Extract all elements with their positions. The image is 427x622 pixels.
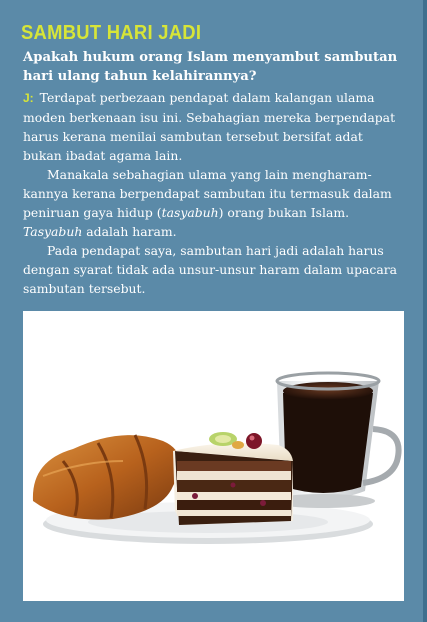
answer-label: J: (23, 91, 34, 105)
answer-paragraph-2-part-3: adalah haram. (82, 224, 177, 239)
answer-paragraph-2-part-2: ) orang bukan Islam. (218, 205, 350, 220)
answer-block (23, 88, 405, 298)
question-text: Apakah hukum orang Islam menyambut sambutan hari ulang tahun kelahirannya? (23, 50, 398, 84)
food-photo (23, 311, 404, 601)
answer-paragraph-1-text: Terdapat perbezaan pendapat dalam kalangan ulama moden berkenaan isu ini. Sebahagian mereka berpendapat harus kerana menilai sambutan tersebut bersifat adat bukan ibadat agama lain. (23, 90, 396, 163)
page-edge (423, 0, 427, 622)
cake-slice (173, 432, 293, 525)
food-illustration (23, 311, 404, 601)
answer-paragraph-2 (23, 165, 405, 241)
answer-paragraph-1 (23, 88, 405, 165)
answer-paragraph-3: Pada pendapat saya, sambutan hari jadi adalah harus dengan syarat tidak ada unsur-unsur haram dalam upacara sambutan tersebut. (23, 243, 398, 296)
answer-term-tasyabuh: tasyabuh (161, 205, 219, 220)
answer-term-tasyabuh-2: Tasyabuh (23, 224, 83, 239)
answer-paragraph-2-part-1: Manakala sebahagian ulama yang lain mengharamkannya kerana berpendapat sambutan itu termasuk dalam peniruan gaya hidup ( (23, 167, 392, 220)
article-title: SAMBUT HARI JADI (21, 22, 202, 44)
